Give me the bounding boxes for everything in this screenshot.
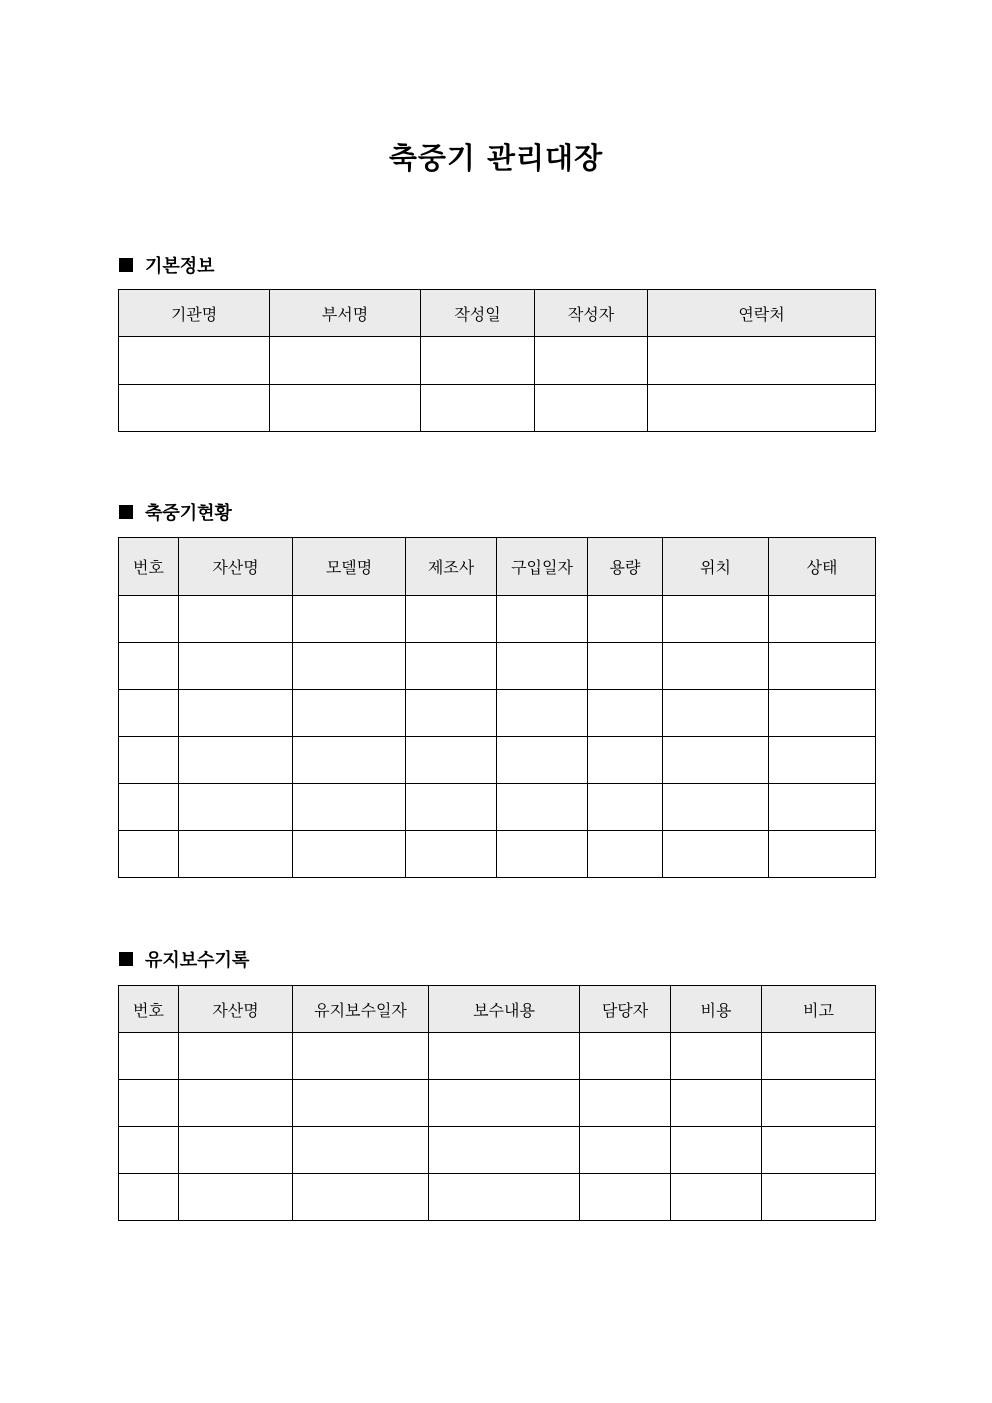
page-title: 축중기 관리대장 — [388, 141, 604, 175]
table-cell[interactable] — [270, 385, 421, 432]
table-cell[interactable] — [119, 1174, 179, 1221]
table-cell[interactable] — [580, 1080, 671, 1127]
maintenance-table — [118, 985, 876, 1221]
table-cell[interactable] — [270, 337, 421, 385]
table-cell[interactable] — [663, 690, 769, 737]
table-cell[interactable] — [293, 596, 406, 643]
section-heading-label: 축중기현황 — [145, 503, 232, 524]
table-cell[interactable] — [293, 643, 406, 690]
table-cell[interactable] — [406, 737, 497, 784]
table-cell[interactable] — [179, 1080, 293, 1127]
column-header: 작성일 — [421, 290, 535, 337]
table-header-row — [119, 986, 876, 1033]
table-cell[interactable] — [179, 831, 293, 878]
table-cell[interactable] — [762, 1127, 876, 1174]
table-cell[interactable] — [119, 1033, 179, 1080]
table-cell[interactable] — [406, 831, 497, 878]
table-cell[interactable] — [179, 596, 293, 643]
section-heading-label: 유지보수기록 — [145, 950, 250, 971]
column-header: 유지보수일자 — [293, 986, 429, 1033]
table-cell[interactable] — [179, 643, 293, 690]
table-cell[interactable] — [119, 385, 270, 432]
table-cell[interactable] — [535, 385, 648, 432]
table-cell[interactable] — [580, 1174, 671, 1221]
table-cell[interactable] — [663, 831, 769, 878]
table-cell[interactable] — [663, 737, 769, 784]
table-cell[interactable] — [588, 690, 663, 737]
table-cell[interactable] — [119, 643, 179, 690]
table-cell[interactable] — [762, 1033, 876, 1080]
column-header: 보수내용 — [429, 986, 580, 1033]
column-header: 비고 — [762, 986, 876, 1033]
square-bullet-icon — [119, 505, 133, 519]
table-cell[interactable] — [588, 784, 663, 831]
column-header: 모델명 — [293, 538, 406, 596]
section-heading-label: 기본정보 — [145, 256, 215, 277]
table-row — [119, 690, 876, 737]
table-cell[interactable] — [179, 1033, 293, 1080]
column-header: 용량 — [588, 538, 663, 596]
column-header: 상태 — [769, 538, 876, 596]
table-cell[interactable] — [293, 690, 406, 737]
table-row — [119, 385, 876, 432]
table-row — [119, 643, 876, 690]
table-row — [119, 831, 876, 878]
table-cell[interactable] — [762, 1080, 876, 1127]
table-cell[interactable] — [429, 1080, 580, 1127]
table-cell[interactable] — [293, 831, 406, 878]
table-row — [119, 1174, 876, 1221]
column-header: 번호 — [119, 538, 179, 596]
table-row — [119, 1033, 876, 1080]
status-table — [118, 537, 876, 878]
table-cell[interactable] — [671, 1080, 762, 1127]
table-cell[interactable] — [497, 690, 588, 737]
table-cell[interactable] — [119, 737, 179, 784]
column-header: 부서명 — [270, 290, 421, 337]
table-row — [119, 1127, 876, 1174]
table-cell[interactable] — [406, 596, 497, 643]
table-cell[interactable] — [663, 784, 769, 831]
table-cell[interactable] — [497, 784, 588, 831]
table-header-row — [119, 538, 876, 596]
table-cell[interactable] — [769, 784, 876, 831]
section-heading-status — [119, 500, 232, 524]
column-header: 번호 — [119, 986, 179, 1033]
table-cell[interactable] — [588, 596, 663, 643]
table-cell[interactable] — [119, 784, 179, 831]
table-cell[interactable] — [421, 337, 535, 385]
table-cell[interactable] — [293, 784, 406, 831]
table-cell[interactable] — [429, 1127, 580, 1174]
table-cell[interactable] — [769, 596, 876, 643]
table-cell[interactable] — [293, 1033, 429, 1080]
table-cell[interactable] — [671, 1033, 762, 1080]
column-header: 자산명 — [179, 538, 293, 596]
table-cell[interactable] — [119, 1127, 179, 1174]
table-cell[interactable] — [293, 1127, 429, 1174]
square-bullet-icon — [119, 952, 133, 966]
table-row — [119, 784, 876, 831]
table-cell[interactable] — [588, 643, 663, 690]
table-cell[interactable] — [119, 596, 179, 643]
table-row — [119, 1080, 876, 1127]
column-header: 연락처 — [648, 290, 876, 337]
table-header-row — [119, 290, 876, 337]
column-header: 구입일자 — [497, 538, 588, 596]
table-cell[interactable] — [580, 1033, 671, 1080]
table-cell[interactable] — [769, 690, 876, 737]
table-cell[interactable] — [179, 784, 293, 831]
square-bullet-icon — [119, 258, 133, 272]
table-cell[interactable] — [648, 385, 876, 432]
table-cell[interactable] — [179, 737, 293, 784]
table-cell[interactable] — [179, 1127, 293, 1174]
table-cell[interactable] — [119, 831, 179, 878]
basic-info-table — [118, 289, 876, 432]
section-heading-basic-info — [119, 253, 215, 277]
table-cell[interactable] — [179, 1174, 293, 1221]
table-cell[interactable] — [293, 1080, 429, 1127]
table-cell[interactable] — [535, 337, 648, 385]
table-cell[interactable] — [406, 784, 497, 831]
table-cell[interactable] — [497, 643, 588, 690]
table-cell[interactable] — [179, 690, 293, 737]
table-cell[interactable] — [293, 1174, 429, 1221]
table-cell[interactable] — [762, 1174, 876, 1221]
column-header: 비용 — [671, 986, 762, 1033]
table-cell[interactable] — [648, 337, 876, 385]
column-header: 자산명 — [179, 986, 293, 1033]
table-cell[interactable] — [769, 643, 876, 690]
table-cell[interactable] — [663, 643, 769, 690]
table-row — [119, 596, 876, 643]
table-cell[interactable] — [406, 690, 497, 737]
column-header: 작성자 — [535, 290, 648, 337]
table-cell[interactable] — [588, 737, 663, 784]
table-cell[interactable] — [293, 737, 406, 784]
column-header: 기관명 — [119, 290, 270, 337]
table-row — [119, 737, 876, 784]
table-cell[interactable] — [119, 1080, 179, 1127]
table-cell[interactable] — [421, 385, 535, 432]
column-header: 제조사 — [406, 538, 497, 596]
table-cell[interactable] — [769, 737, 876, 784]
table-row — [119, 337, 876, 385]
column-header: 위치 — [663, 538, 769, 596]
section-heading-maintenance — [119, 947, 249, 971]
column-header: 담당자 — [580, 986, 671, 1033]
table-cell[interactable] — [769, 831, 876, 878]
table-cell[interactable] — [671, 1174, 762, 1221]
table-cell[interactable] — [119, 337, 270, 385]
table-cell[interactable] — [406, 643, 497, 690]
table-cell[interactable] — [588, 831, 663, 878]
table-cell[interactable] — [497, 596, 588, 643]
table-cell[interactable] — [663, 596, 769, 643]
table-cell[interactable] — [580, 1127, 671, 1174]
table-cell[interactable] — [119, 690, 179, 737]
table-cell[interactable] — [429, 1033, 580, 1080]
table-cell[interactable] — [497, 737, 588, 784]
table-cell[interactable] — [429, 1174, 580, 1221]
table-cell[interactable] — [497, 831, 588, 878]
table-cell[interactable] — [671, 1127, 762, 1174]
